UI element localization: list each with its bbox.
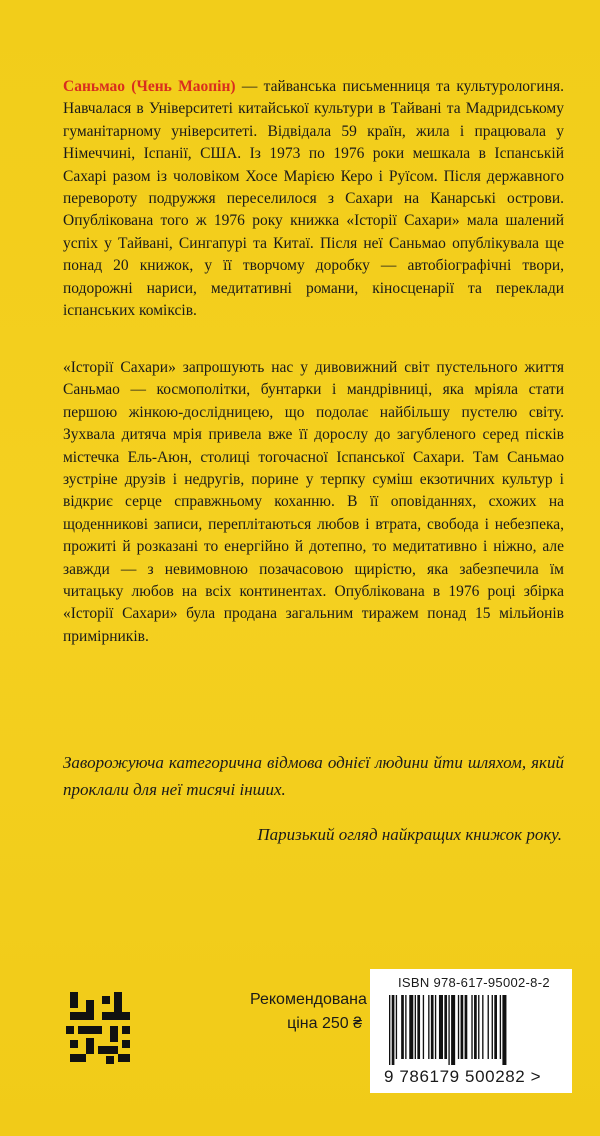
barcode-bar — [396, 995, 397, 1059]
author-bio-text: — тайванська письменниця та культурологиня. Навчалася в Університеті китайської культури в Тайвані та Мадридському гуманітарному університеті. Відвідала 59 країн, жила і працювала у Німеччині, Іспанії, США. Із 1973 по 1976 роки мешкала в Іспанській Сахарі разом із чоловіком Хосе Марією Керо і Руїсом. Після державного перевороту подружжя переселилося з Сахари на Канарські острови. Опублікована того ж 1976 року книжка «Історії Сахари» мала шалений успіх у Тайвані, Сингапурі та Китаї. Після неї Саньмао опублікувала ще понад 20 книжок, у її творчому доробку — автобіографічні твори, подорожні нариси, медитативні романи, кіносценарії та переклади іспанських коміксів. — [63, 78, 565, 320]
price-label: Рекомендована — [250, 991, 367, 1008]
barcode-bar — [502, 995, 506, 1065]
recommended-price — [250, 988, 367, 1036]
barcode-bar — [492, 995, 493, 1059]
barcode-bar — [439, 995, 443, 1059]
barcode-bar — [417, 995, 420, 1059]
barcode-bar — [409, 995, 413, 1059]
review-quote: Заворожуюча категорична відмова однієї людини йти шляхом, який проклали для неї тисячі інших. — [63, 753, 564, 799]
barcode-bar — [458, 995, 459, 1059]
barcode-bar — [435, 995, 436, 1059]
barcode-bar — [392, 995, 395, 1065]
barcode-bar — [500, 995, 501, 1059]
author-name: Саньмао (Чень Маопін) — [63, 78, 236, 95]
barcode-bar — [451, 995, 455, 1065]
barcode-bar — [471, 995, 472, 1059]
barcode-bar — [405, 995, 406, 1059]
barcode-bar — [448, 995, 449, 1065]
barcode-bar — [482, 995, 483, 1059]
barcode-bar — [474, 995, 477, 1059]
barcode-bar — [465, 995, 468, 1059]
barcode-bar — [415, 995, 416, 1059]
publisher-logo-icon — [66, 992, 130, 1064]
barcode-bar — [389, 995, 390, 1065]
barcode-bar — [494, 995, 497, 1059]
barcode-bar — [428, 995, 429, 1059]
barcode-bar — [423, 995, 424, 1059]
barcode-icon — [385, 995, 555, 1065]
price-value: ціна 250 ₴ — [287, 1015, 362, 1032]
barcode-bar — [461, 995, 464, 1059]
barcode-bar — [444, 995, 447, 1059]
barcode-digits: 9 786179 500282 > — [384, 1067, 542, 1086]
barcode-bar — [401, 995, 404, 1059]
author-bio — [63, 76, 564, 322]
barcode-bar — [431, 995, 434, 1059]
barcode-bar — [488, 995, 489, 1059]
review-source: Паризький огляд найкращих книжок року. — [257, 825, 562, 844]
book-description: «Історії Сахари» запрошують нас у дивовижний світ пустельного життя Саньмао — космополітки, бунтарки і мандрівниці, яка мріяла стати першою жінкою-дослідницею, що подолає найбільшу пустелю світу. Зухвала дитяча мрія привела вже її дорослу до загубленого серед пісків містечка Ель-Аюн, столиці тогочасної Іспанської Сахари. Там Саньмао зустріне друзів і недругів, порине у терпку суміш екзотичних культур і відкриє серце справжньому коханню. В її оповіданнях, схожих на щоденникові записи, переплітаються любов і втрата, свобода і небезпека, прожиті й розказані то енергійно й дотепно, то медитативно і ніжно, але завжди — з невимовною позачасовою щирістю, яка забезпечила їм читацьку любов на всіх континентах. Опублікована в 1976 році збірка «Історії Сахари» була продана загальним тиражем понад 15 мільйонів примірників. — [63, 359, 564, 645]
isbn-number: ISBN 978-617-95002-8-2 — [398, 975, 550, 990]
barcode-bar — [478, 995, 479, 1059]
